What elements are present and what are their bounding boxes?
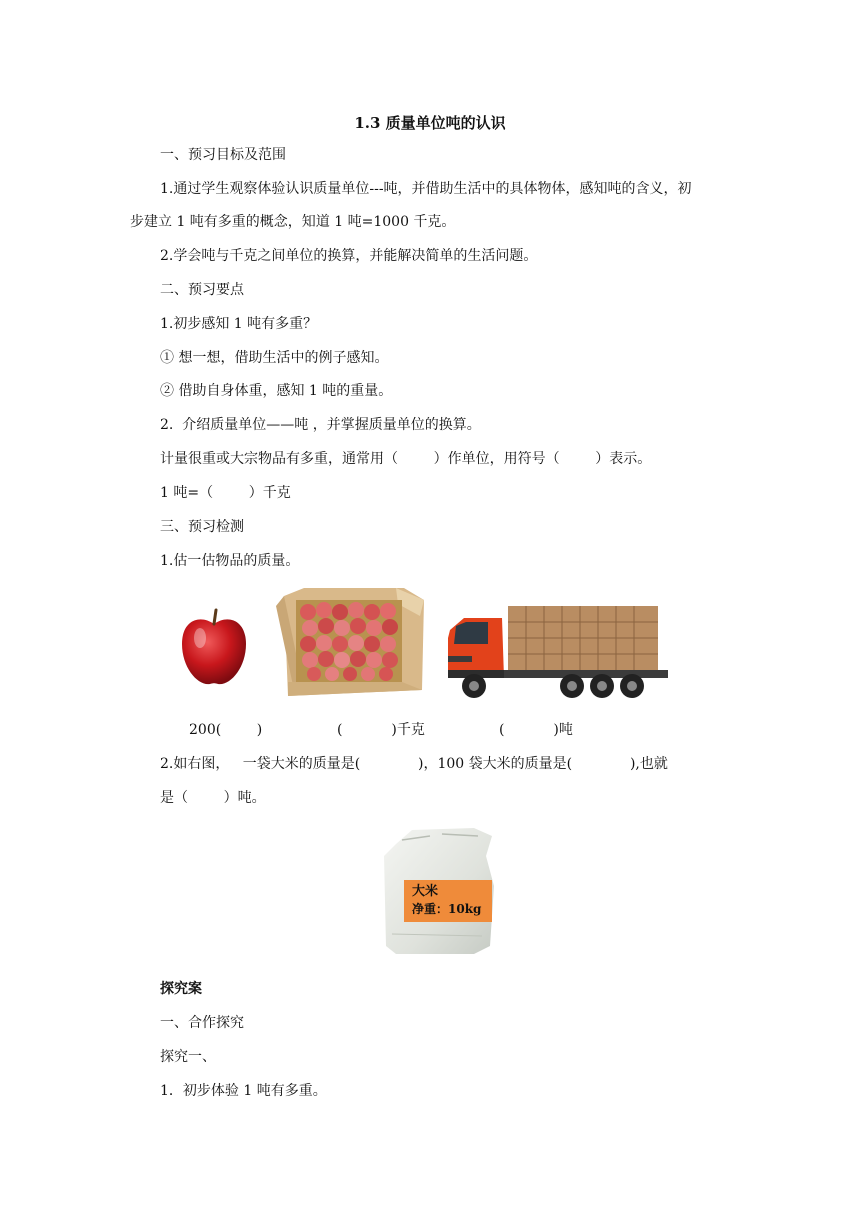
section-heading-check: 三、预习检测 xyxy=(160,519,244,535)
key-point-1-a: ① 想一想，借助生活中的例子感知。 xyxy=(160,350,389,366)
section-heading-key-points: 二、预习要点 xyxy=(160,282,244,298)
key-point-1-b: ② 借助自身体重，感知 1 吨的重量。 xyxy=(160,383,393,399)
explore-item: 探究一、 xyxy=(160,1049,216,1065)
apple-image xyxy=(178,606,250,688)
rice-bag-image xyxy=(382,826,496,956)
key-point-2: 2. 介绍质量单位——吨 ，并掌握质量单位的换算。 xyxy=(160,417,481,433)
fill-blank-apple: 200( ) xyxy=(189,722,263,738)
page-title: 1.3 质量单位吨的认识 xyxy=(354,114,506,132)
goal-paragraph-1-line-2: 步建立 1 吨有多重的概念，知道 1 吨=1000 千克。 xyxy=(130,214,456,230)
goal-paragraph-1-line-1: 1.通过学生观察体验认识质量单位---吨，并借助生活中的具体物体，感知吨的含义，初 xyxy=(160,181,692,197)
explore-question-1: 1．初步体验 1 吨有多重。 xyxy=(160,1083,327,1099)
apple-crate-image xyxy=(274,586,426,698)
explore-subheading: 一、合作探究 xyxy=(160,1015,244,1031)
fill-blank-unit: 计量很重或大宗物品有多重，通常用（ ）作单位，用符号（ ）表示。 xyxy=(160,451,652,467)
truck-image xyxy=(444,604,674,704)
goal-paragraph-2: 2.学会吨与千克之间单位的换算，并能解决简单的生活问题。 xyxy=(160,248,538,264)
fill-blank-crate: ( )千克 xyxy=(337,722,425,738)
check-question-2-line-2: 是（ ）吨。 xyxy=(160,790,266,806)
key-point-1: 1.初步感知 1 吨有多重？ xyxy=(160,316,318,332)
check-question-2-line-1: 2.如右图， 一袋大米的质量是( )，100 袋大米的质量是( ),也就 xyxy=(160,756,668,772)
rice-label-weight: 净重：10kg xyxy=(412,902,482,916)
section-heading-goals: 一、预习目标及范围 xyxy=(160,147,286,163)
check-question-1: 1.估一估物品的质量。 xyxy=(160,553,300,569)
rice-bag-label xyxy=(404,880,492,922)
rice-label-name: 大米 xyxy=(412,884,439,899)
explore-heading: 探究案 xyxy=(160,981,202,997)
fill-blank-truck: ( )吨 xyxy=(499,722,573,738)
fill-blank-conversion: 1 吨=（ ）千克 xyxy=(160,485,291,501)
